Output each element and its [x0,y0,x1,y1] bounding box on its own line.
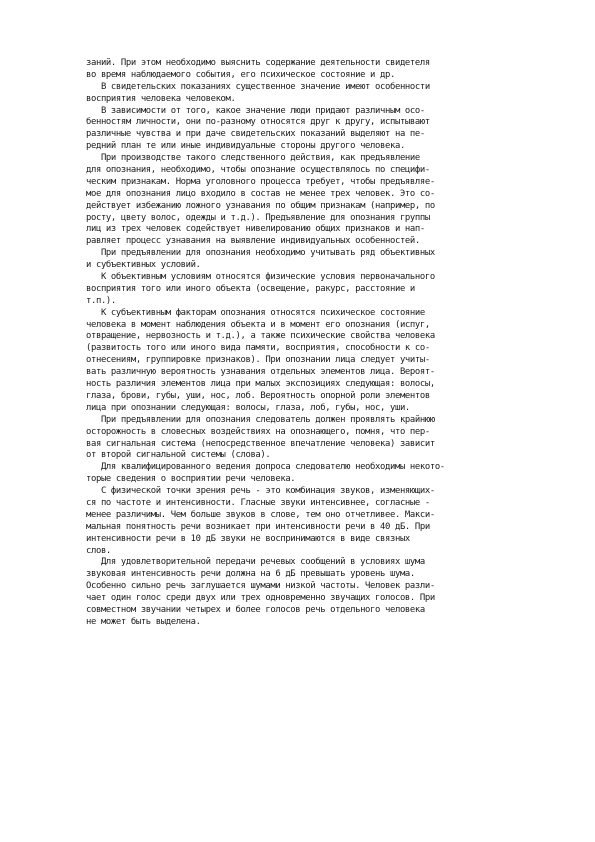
text-line: редний план те или иные индивидуальные стороны другого человека. [86,141,405,152]
text-line: равляет процесс узнавания на выявление индивидуальных особенностей. [86,236,420,247]
text-line: т.п.). [86,295,116,306]
text-line: восприятия человека человеком. [86,93,236,104]
text-line: Для удовлетворительной передачи речевых сообщений в условиях шума [86,557,425,568]
text-line: К объективным условиям относятся физические условия первоначального [86,272,435,283]
text-line: человека в момент наблюдения объекта и в момент его опознания (испуг, [86,319,430,330]
text-line: менее различимы. Чем больше звуков в слове, тем оно отчетливее. Макси- [86,509,435,520]
text-line: бенностям личности, они по-разному относятся друг к другу, испытывают [86,117,430,128]
text-line: звуковая интенсивность речи должна на 6 дБ превышать уровень шума. [86,569,415,580]
text-line: вать различную вероятность узнавания отдельных элементов лица. Вероят- [86,367,435,378]
text-line: мальная понятность речи возникает при интенсивности речи в 40 дБ. При [86,521,430,532]
text-line: осторожность в словесных воздействиях на опознающего, помня, что пер- [86,426,430,437]
text-line: При предъявлении для опознания необходимо учитывать ряд объективных [86,248,435,259]
text-line: мое для опознания лицо входило в состав не менее трех человек. Это со- [86,188,435,199]
text-line: торые сведения о восприятии речи человека. [86,474,296,485]
text-line: С физической точки зрения речь - это комбинация звуков, изменяющих- [86,486,435,497]
text-line: отвращение, нервозность и т.д.), а также психические свойства человека [86,331,435,342]
text-line: (развитость того или иного вида памяти, восприятия, способности к со- [86,343,430,354]
text-line: При производстве такого следственного действия, как предъявление [86,153,420,164]
text-line: К субъективным факторам опознания относятся психическое состояние [86,307,425,318]
text-line: ность различия элементов лица при малых экспозициях следующая: волосы, [86,379,435,390]
text-line: во время наблюдаемого события, его психическое состояние и др. [86,69,395,80]
text-line: совместном звучании четырех и более голосов речь отдельного человека [86,604,425,615]
text-line: росту, цвету волос, одежды и т.д.). Предъявление для опознания группы [86,212,430,223]
text-line: не может быть выделена. [86,616,201,627]
text-line: лиц из трех человек содействует нивелированию общих признаков и нап- [86,224,425,235]
text-line: В свидетельских показаниях существенное значение имеют особенности [86,81,430,92]
text-line: вая сигнальная система (непосредственное впечатление человека) зависит [86,438,435,449]
text-line: ческим признакам. Норма уголовного процесса требует, чтобы предъявляе- [86,176,435,187]
text-line: При предъявлении для опознания следователь должен проявлять крайнюю [86,414,435,425]
text-line: отнесениям, группировке признаков). При опознании лица следует учиты- [86,355,430,366]
text-line: различные чувства и при даче свидетельских показаний выделяют на пе- [86,129,425,140]
text-line: и субъективных условий. [86,260,201,271]
text-line: В зависимости от того, какое значение люди придают различным осо- [86,105,425,116]
text-line: Для квалифицированного ведения допроса следователю необходимы некото- [86,462,445,473]
text-line: глаза, брови, губы, уши, нос, лоб. Вероятность опорной роли элементов [86,390,430,401]
text-line: ся по частоте и интенсивности. Гласные звуки интенсивнее, согласные - [86,497,430,508]
text-line: чает один голос среди двух или трех одновременно звучащих голосов. При [86,593,435,604]
text-line: восприятия того или иного объекта (освещение, ракурс, расстояние и [86,283,415,294]
text-line: лица при опознании следующая: волосы, глаза, лоб, губы, нос, уши. [86,402,410,413]
text-line: от второй сигнальной системы (слова). [86,450,271,461]
text-line: слов. [86,545,111,556]
text-line: для опознания, необходимо, чтобы опознание осуществлялось по специфи- [86,165,430,176]
text-line: заний. При этом необходимо выяснить содержание деятельности свидетеля [86,58,430,68]
text-line: Особенно сильно речь заглушается шумами низкой частоты. Человек разли- [86,581,435,592]
text-line: действует избежанию ложного узнавания по общим признакам (например, по [86,200,435,211]
text-line: интенсивности речи в 10 дБ звуки не воспринимаются в виде связных [86,533,410,544]
document-page [86,58,506,629]
